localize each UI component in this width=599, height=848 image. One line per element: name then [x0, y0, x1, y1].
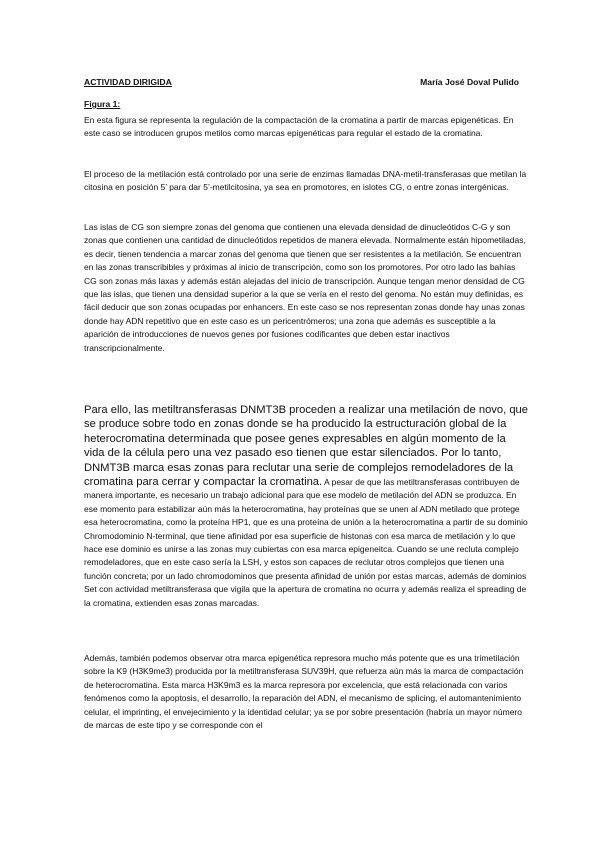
paragraph-4-small-text: A pesar de que las metiltransferasas contribuyen de manera importante, es necesario un trabajo adicional para que ese modelo de metilación del ADN se produzca. En ese momento para estabilizar aún más la heterocromatina, hay proteínas que se unen al ADN metilado que protege esa heterocromatina, como la proteína HP1, que es una proteína de unión a la heterocromatina a partir de su dominio Chromodominio N-terminal, que tiene afinidad por esa superficie de histonas con esa marca de metilación y lo que hace ese dominio es unirse a las zonas muy cubiertas con esa marca epigeneitca. Cuando se une recluta complejo remodeladores, que en este caso sería la LSH, y estos son capaces de reclutar otros complejos que tienen una función concreta; por un lado chromodominos que presenta afinidad de unión por estas marcas, además de dominios Set con actividad metiltransferasa que vigila que la apertura de cromatina no ocurra y además realiza el spreading de la cromatina, extienden esas zonas marcadas. — [84, 477, 528, 608]
author-name: María José Doval Pulido — [420, 77, 519, 87]
paragraph-5: Además, también podemos observar otra marca epigenética represora mucho más potente que es una trimetilación sobre la K9 (H3K9me3) producida por la metiltransferasa SUV39H, que refuerza aún más la marca de compactación de heterocromatina. Esta marca H3K9m3 es la marca represora por excelencia, que está relacionada con varios fenómenos como la apoptosis, el desarrollo, la reparación del ADN, el mecanismo de splicing, el automantenimiento celular, el imprinting, el envejecimiento y la identidad celular; ya se por sobre presentación (habría un mayor número de marcas de este tipo y se corresponde con el — [84, 653, 524, 731]
paragraph-2: El proceso de la metilación está controlado por una serie de enzimas llamadas DNA-metil-transferasas que metilan la citosina en posición 5’ para dar 5’-metilcitosina, ya sea en promotores, en islotes CG, o entre zonas intergénicas. — [84, 169, 527, 193]
paragraph-1: En esta figura se representa la regulación de la compactación de la cromatina a partir de marcas epigenéticas. En este caso se introducen grupos metilos como marcas epigenéticas para regular el estado de la cromatina. — [84, 115, 514, 139]
paragraph-4 — [84, 403, 529, 610]
paragraph-3: Las islas de CG son siempre zonas del genoma que contienen una elevada densidad de dinucleótidos C-G y son zonas que contienen una cantidad de dinucleótidos repetidos de manera elevada. Normalmente están hipometiladas, es decir, tienen tendencia a marcar zonas del genoma que tienen que ser resistentes a la metilación. Se encuentran en las zonas transcribibles y próximas al inicio de transcripción, como son los promotores. Por otro lado las bahías CG son zonas más laxas y además están alejadas del inicio de transcripción. Aunque tengan menor densidad de CG que las islas, que tienen una densidad superior a la que se vería en el resto del genoma. No están muy definidas, es fácil deducir que son zonas ocupadas por enhancers. En este caso se nos representan zonas donde hay unas zonas donde hay ADN repetitivo que en este caso es un pericentrómeros; una zona que además es susceptible a la aparición de introducciones de nuevos genes por fusiones codificantes que deben estar inactivos transcripcionalmente. — [84, 222, 526, 353]
paragraph-4-large-text: Para ello, las metiltransferasas DNMT3B proceden a realizar una metilación de novo, que se produce sobre todo en zonas donde se ha producido la estructuración global de la heterocromatina determinada que posee genes expresables en algún momento de la vida de la célula pero una vez pasado eso tienen que estar silenciados. Por lo tanto, DNMT3B marca esas zonas para reclutar una serie de complejos remodeladores de la cromatina para cerrar y compactar la cromatina. — [84, 404, 528, 489]
page-header — [84, 77, 519, 89]
activity-title: ACTIVIDAD DIRIGIDA — [84, 77, 172, 87]
figure-label: Figura 1: — [84, 99, 121, 109]
